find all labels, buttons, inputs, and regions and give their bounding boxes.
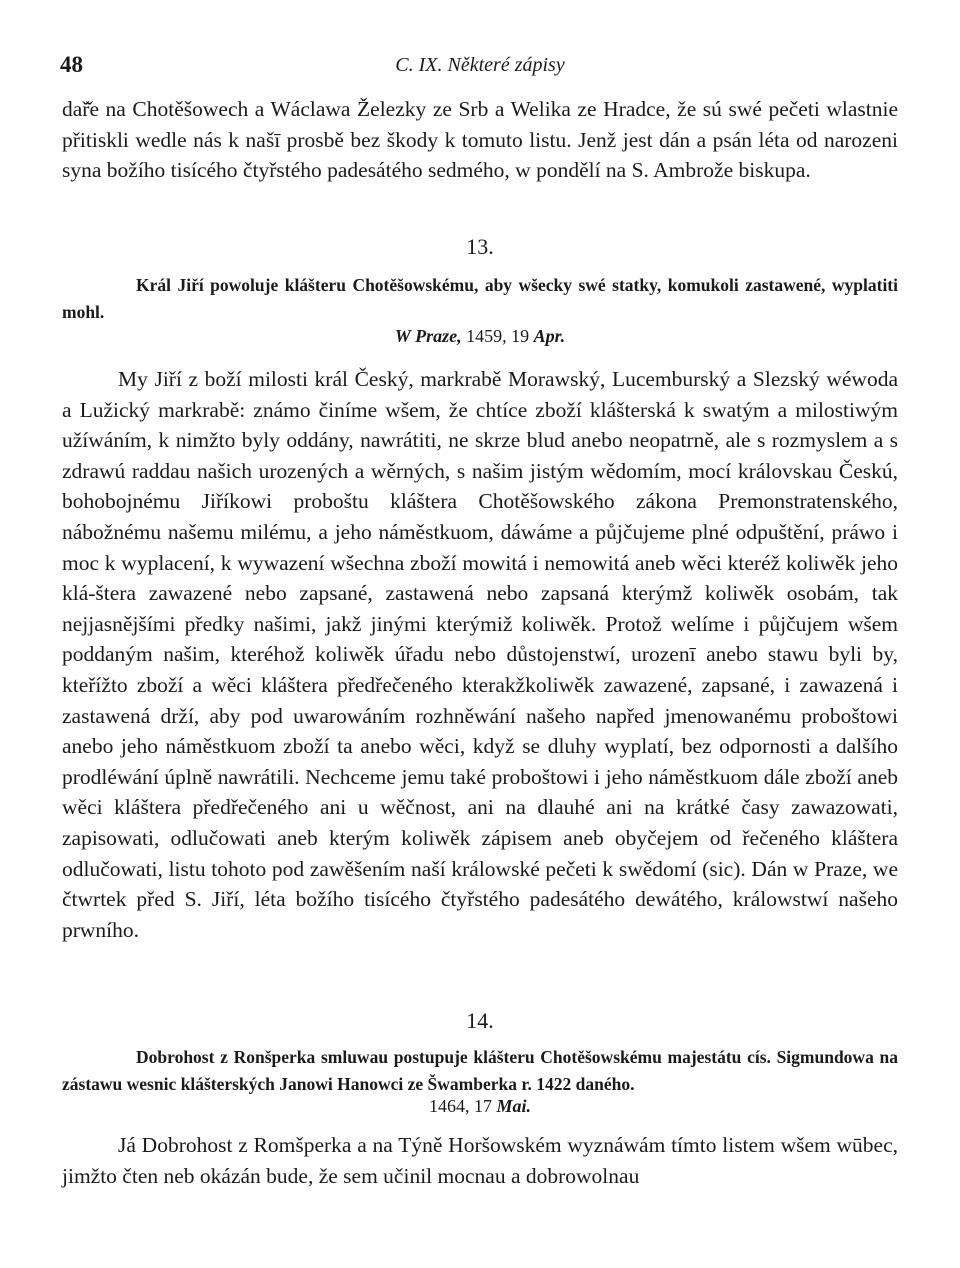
- page-number: 48: [60, 52, 83, 77]
- summary-14: Dobrohost z Ronšperka smluwau postupuje klášteru Chotěšowskému majestátu cís. Sigmundowa na zástawu wesnic klášterských Janowi Hanowci ze Šwamberka r. 1422 daného.: [62, 1047, 898, 1094]
- document-number-14: 14.: [466, 1008, 494, 1033]
- dateline-13: [62, 326, 898, 347]
- running-head: C. IX. Některé zápisy: [395, 54, 565, 76]
- dateline-14-date: 1464, 17: [428, 1096, 492, 1116]
- document-13-body: [62, 364, 898, 945]
- document-13-summary: [62, 272, 898, 326]
- dateline-13-date: 1459, 19: [466, 326, 530, 346]
- dateline-14-month: Mai.: [496, 1096, 531, 1116]
- document-14-body: [62, 1130, 898, 1191]
- summary-13: Král Jiří powoluje klášteru Chotěšowskému, aby wšecky swé statky, komukoli zastawené, wyplatiti mohl.: [62, 275, 898, 322]
- paragraph-previous-ending: dař̌e na Chotěšowech a Wáclawa Železky ze Srb a Welika ze Hradce, že sú swé pečeti wlastnie přitiskli wedle nás k našī prosbě bez škody k tomuto listu. Jenž jest dán a psán léta od narozeni syna božího tisícého čtyřstého padesátého sedmého, w pondělí na S. Ambrože biskupa.: [62, 97, 898, 183]
- page-header: [60, 52, 900, 84]
- document-14-summary: [62, 1044, 898, 1098]
- dateline-14: [62, 1096, 898, 1117]
- dateline-13-month: Apr.: [533, 326, 566, 346]
- dateline-13-place: W Praze,: [394, 326, 462, 346]
- paragraph-13-body: My Jiří z boží milosti král Český, markrabě Morawský, Lucemburský a Slezský wéwoda a Lužický markrabě: známo činíme wšem, že chtíce zboží klášterská k swatým a milostiwým užíwáním, k nimžto byly oddány, nawrátiti, ne skrze blud anebo neopatrně, ale s rozmyslem a s zdrawú raddau našich urozených a wěrných, s našim jistým wědomím, mocí královskau Českú, bohobojnému Jiříkowi proboštu kláštera Chotěšowského zákona Premonstratenského, nábožnému našemu milému, a jeho náměstkuom, dáwáme a půjčujeme plné odpuštění, práwo i moc k wyplacení, k wywazení wšechna zboží mowitá i nemowitá aneb wěci kteréž koliwěk jeho klá-štera zawazené nebo zapsané, zastawená nebo zapsaná kterýmž koliwěk osobám, tak nejjasnějšími předky našimi, jakž jinými kterýmiž koliwěk. Protož welíme i půjčujem wšem poddaným našim, kteréhož koliwěk úřadu nebo důstojenstwí, urozenī anebo stawu byli by, kteřížto zboží a wěci kláštera předřečeného kterakžkoliwěk zawazené, zapsané, i zawazená i zastawená drží, aby pod uwarowáním rozhněwání našeho napřed jmenowanému proboštowi anebo jeho náměstkuom zboží ta anebo wěci, když se dluhy wyplatí, bez odpornosti a dalšího prodléwání úplně nawrátili. Nechceme jemu také proboštowi i jeho náměstkuom dále zboží aneb wěci kláštera předřečeného ani u wěčnost, ani na dlauhé ani na krátké časy zawazowati, zapisowati, odlučowati aneb kterým koliwěk zápisem aneb obyčejem od řečeného kláštera odlučowati, listu tohoto pod zawěšením naší králowské pečeti k swědomí (sic). Dán w Praze, we čtwrtek před S. Jiří, léta božího tisícého čtyřstého padesátého dewátého, králowstwí našeho prwního.: [62, 367, 898, 942]
- paragraph-14-body: Já Dobrohost z Romšperka a na Týně Horšowském wyznáwám tímto listem wšem wūbec, jimžto čten neb okázán bude, že sem učinil mocnau a dobrowolnau: [62, 1133, 898, 1188]
- previous-document-ending: [62, 94, 898, 186]
- document-number-13: 13.: [466, 234, 494, 259]
